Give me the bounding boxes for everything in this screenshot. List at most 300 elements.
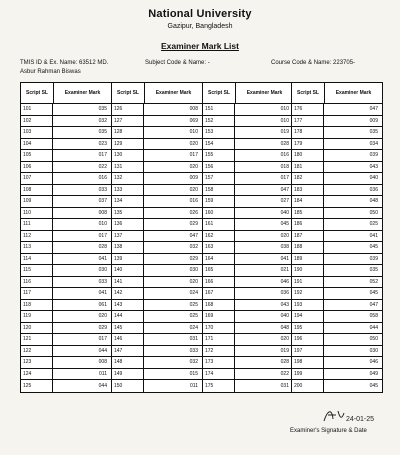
- script-sl-cell: 166: [203, 277, 235, 288]
- examiner-mark-cell: 031: [280, 382, 289, 389]
- examiner-mark-cell: 045: [369, 290, 378, 297]
- table-row: [112, 242, 202, 254]
- examiner-mark-cell: 028: [98, 244, 107, 251]
- table-row: [21, 173, 111, 185]
- table-row: [21, 185, 111, 197]
- examiner-mark-header: Examiner Mark: [155, 90, 192, 96]
- table-row: [112, 185, 202, 197]
- examiner-mark-cell: 033: [98, 278, 107, 285]
- script-sl-cell: 158: [203, 185, 235, 196]
- table-row: [112, 196, 202, 208]
- examiner-mark-cell: 032: [189, 359, 198, 366]
- table-row: [203, 208, 293, 220]
- examiner-mark-cell: 030: [189, 267, 198, 274]
- script-sl-cell: 142: [112, 288, 144, 299]
- script-sl-cell: 112: [21, 231, 53, 242]
- script-sl-cell: 111: [21, 219, 53, 230]
- script-sl-cell: 135: [112, 208, 144, 219]
- examiner-mark-cell: 035: [369, 129, 378, 136]
- script-sl-cell: 127: [112, 116, 144, 127]
- table-row: [21, 219, 111, 231]
- table-row: [203, 334, 293, 346]
- script-sl-cell: 149: [112, 369, 144, 380]
- table-row: [21, 231, 111, 243]
- table-row: [203, 288, 293, 300]
- examiner-mark-cell: 043: [369, 163, 378, 170]
- examiner-mark-cell: 048: [369, 198, 378, 205]
- examiner-mark-cell: 015: [189, 370, 198, 377]
- script-sl-cell: 106: [21, 162, 53, 173]
- table-row: [203, 254, 293, 266]
- table-row: [112, 127, 202, 139]
- table-row: [203, 357, 293, 369]
- script-sl-cell: 116: [21, 277, 53, 288]
- script-sl-cell: 136: [112, 219, 144, 230]
- examiner-mark-cell: 022: [280, 370, 289, 377]
- script-sl-cell: 191: [292, 277, 324, 288]
- table-row: [203, 127, 293, 139]
- table-row: [21, 311, 111, 323]
- script-sl-cell: 137: [112, 231, 144, 242]
- script-sl-cell: 141: [112, 277, 144, 288]
- script-sl-cell: 159: [203, 196, 235, 207]
- script-sl-cell: 139: [112, 254, 144, 265]
- table-row: [112, 104, 202, 116]
- script-sl-cell: 124: [21, 369, 53, 380]
- script-sl-cell: 108: [21, 185, 53, 196]
- examiner-mark-cell: 069: [189, 117, 198, 124]
- script-sl-cell: 115: [21, 265, 53, 276]
- script-sl-cell: 176: [292, 104, 324, 115]
- script-sl-cell: 187: [292, 231, 324, 242]
- script-sl-cell: 156: [203, 162, 235, 173]
- examiner-mark-cell: 047: [369, 106, 378, 113]
- script-sl-cell: 130: [112, 150, 144, 161]
- table-row: [292, 380, 382, 392]
- script-sl-cell: 109: [21, 196, 53, 207]
- table-row: [203, 104, 293, 116]
- examiner-mark-cell: 050: [369, 209, 378, 216]
- table-row: [292, 219, 382, 231]
- script-sl-cell: 190: [292, 265, 324, 276]
- script-sl-cell: 118: [21, 300, 53, 311]
- script-sl-cell: 186: [292, 219, 324, 230]
- table-row: [112, 162, 202, 174]
- script-sl-cell: 170: [203, 323, 235, 334]
- table-row: [203, 196, 293, 208]
- table-header: [21, 83, 111, 104]
- table-row: [21, 277, 111, 289]
- examiner-mark-cell: 019: [280, 129, 289, 136]
- examiner-mark-header: Examiner Mark: [335, 90, 372, 96]
- script-sl-cell: 198: [292, 357, 324, 368]
- table-row: [112, 323, 202, 335]
- examiner-mark-cell: 032: [189, 244, 198, 251]
- script-sl-cell: 195: [292, 323, 324, 334]
- examiner-mark-cell: 016: [280, 152, 289, 159]
- table-row: [21, 139, 111, 151]
- examiner-mark-cell: 028: [280, 359, 289, 366]
- table-row: [292, 346, 382, 358]
- examiner-mark-cell: 040: [280, 209, 289, 216]
- script-sl-cell: 151: [203, 104, 235, 115]
- examiner-mark-cell: 041: [98, 255, 107, 262]
- script-sl-cell: 196: [292, 334, 324, 345]
- table-row: [112, 116, 202, 128]
- script-sl-cell: 199: [292, 369, 324, 380]
- examiner-mark-cell: 031: [189, 336, 198, 343]
- table-row: [21, 357, 111, 369]
- examiner-mark-cell: 027: [280, 198, 289, 205]
- script-sl-cell: 101: [21, 104, 53, 115]
- table-row: [112, 334, 202, 346]
- script-sl-cell: 120: [21, 323, 53, 334]
- examiner-mark-cell: 020: [189, 140, 198, 147]
- examiner-mark-cell: 029: [98, 324, 107, 331]
- script-sl-cell: 105: [21, 150, 53, 161]
- examiner-mark-cell: 020: [280, 336, 289, 343]
- examiner-mark-cell: 024: [189, 324, 198, 331]
- examiner-mark-cell: 017: [98, 336, 107, 343]
- table-row: [112, 346, 202, 358]
- script-sl-cell: 123: [21, 357, 53, 368]
- script-sl-cell: 103: [21, 127, 53, 138]
- table-row: [21, 150, 111, 162]
- examiner-mark-cell: 032: [98, 117, 107, 124]
- script-sl-cell: 145: [112, 323, 144, 334]
- examiner-mark-cell: 035: [98, 129, 107, 136]
- table-row: [203, 185, 293, 197]
- table-row: [21, 265, 111, 277]
- script-sl-cell: 172: [203, 346, 235, 357]
- examiner-mark-cell: 052: [369, 278, 378, 285]
- table-row: [203, 380, 293, 392]
- examiner-mark-cell: 020: [189, 186, 198, 193]
- table-row: [21, 254, 111, 266]
- examiner-mark-cell: 017: [280, 175, 289, 182]
- table-row: [112, 150, 202, 162]
- script-sl-cell: 134: [112, 196, 144, 207]
- examiner-mark-cell: 047: [369, 301, 378, 308]
- table-row: [112, 208, 202, 220]
- script-sl-cell: 104: [21, 139, 53, 150]
- table-row: [292, 162, 382, 174]
- script-sl-cell: 154: [203, 139, 235, 150]
- table-row: [112, 369, 202, 381]
- examiner-mark-cell: 008: [98, 359, 107, 366]
- script-sl-cell: 131: [112, 162, 144, 173]
- script-sl-cell: 168: [203, 300, 235, 311]
- script-sl-cell: 132: [112, 173, 144, 184]
- table-row: [112, 265, 202, 277]
- table-row: [112, 380, 202, 392]
- table-row: [21, 208, 111, 220]
- script-sl-cell: 157: [203, 173, 235, 184]
- table-row: [292, 334, 382, 346]
- table-row: [292, 277, 382, 289]
- examiner-name: Asbur Rahman Biswas: [20, 69, 81, 75]
- mark-table-4: [291, 82, 383, 393]
- examiner-mark-cell: 028: [280, 140, 289, 147]
- course-code: Course Code & Name: 223705-: [271, 60, 356, 66]
- table-row: [112, 277, 202, 289]
- script-sl-cell: 152: [203, 116, 235, 127]
- examiner-mark-cell: 009: [189, 175, 198, 182]
- table-row: [292, 196, 382, 208]
- script-sl-cell: 178: [292, 127, 324, 138]
- examiner-mark-cell: 044: [98, 382, 107, 389]
- table-row: [292, 139, 382, 151]
- examiner-mark-cell: 049: [369, 370, 378, 377]
- script-sl-cell: 144: [112, 311, 144, 322]
- examiner-mark-cell: 061: [98, 301, 107, 308]
- examiner-mark-cell: 010: [280, 117, 289, 124]
- script-sl-cell: 117: [21, 288, 53, 299]
- script-sl-cell: 150: [112, 380, 144, 392]
- script-sl-cell: 173: [203, 357, 235, 368]
- table-row: [21, 346, 111, 358]
- examiner-mark-cell: 046: [369, 359, 378, 366]
- mark-table-3: [202, 82, 294, 393]
- script-sl-cell: 161: [203, 219, 235, 230]
- script-sl-cell: 110: [21, 208, 53, 219]
- table-row: [112, 139, 202, 151]
- examiner-mark-cell: 041: [98, 290, 107, 297]
- examiner-mark-cell: 045: [369, 244, 378, 251]
- examiner-mark-cell: 016: [98, 175, 107, 182]
- table-row: [203, 162, 293, 174]
- examiner-mark-cell: 011: [99, 370, 107, 377]
- examiner-mark-cell: 009: [369, 117, 378, 124]
- script-sl-cell: 114: [21, 254, 53, 265]
- table-row: [292, 254, 382, 266]
- examiner-mark-cell: 017: [98, 152, 107, 159]
- table-row: [21, 300, 111, 312]
- examiner-mark-cell: 038: [280, 244, 289, 251]
- examiner-mark-cell: 043: [280, 301, 289, 308]
- examiner-mark-cell: 034: [369, 140, 378, 147]
- script-sl-cell: 185: [292, 208, 324, 219]
- table-row: [112, 173, 202, 185]
- table-row: [203, 265, 293, 277]
- table-row: [292, 127, 382, 139]
- table-row: [292, 311, 382, 323]
- examiner-mark-cell: 019: [280, 347, 289, 354]
- table-row: [292, 185, 382, 197]
- examiner-mark-cell: 050: [369, 336, 378, 343]
- examiner-mark-cell: 044: [98, 347, 107, 354]
- examiner-mark-cell: 048: [280, 324, 289, 331]
- script-sl-cell: 169: [203, 311, 235, 322]
- examiner-mark-cell: 036: [280, 290, 289, 297]
- examiner-mark-cell: 008: [98, 209, 107, 216]
- table-header: [203, 83, 293, 104]
- table-row: [21, 104, 111, 116]
- examiner-mark-cell: 030: [369, 347, 378, 354]
- examiner-mark-cell: 045: [369, 382, 378, 389]
- script-sl-cell: 125: [21, 380, 53, 392]
- table-row: [112, 219, 202, 231]
- script-sl-header: Script SL: [21, 83, 54, 103]
- examiner-mark-cell: 025: [369, 221, 378, 228]
- table-row: [292, 208, 382, 220]
- examiner-mark-cell: 030: [98, 267, 107, 274]
- table-row: [203, 311, 293, 323]
- examiner-mark-cell: 017: [98, 232, 107, 239]
- script-sl-cell: 189: [292, 254, 324, 265]
- examiner-mark-cell: 020: [189, 163, 198, 170]
- table-row: [203, 173, 293, 185]
- examiner-mark-cell: 035: [369, 267, 378, 274]
- table-row: [203, 219, 293, 231]
- examiner-mark-cell: 047: [280, 186, 289, 193]
- script-sl-cell: 192: [292, 288, 324, 299]
- table-row: [112, 311, 202, 323]
- script-sl-cell: 164: [203, 254, 235, 265]
- script-sl-cell: 147: [112, 346, 144, 357]
- table-row: [112, 357, 202, 369]
- table-row: [21, 380, 111, 392]
- table-row: [21, 162, 111, 174]
- table-row: [203, 369, 293, 381]
- script-sl-cell: 122: [21, 346, 53, 357]
- examiner-mark-cell: 045: [280, 221, 289, 228]
- examiner-mark-cell: 041: [369, 232, 378, 239]
- script-sl-cell: 121: [21, 334, 53, 345]
- script-sl-cell: 146: [112, 334, 144, 345]
- script-sl-header: Script SL: [112, 83, 145, 103]
- script-sl-cell: 140: [112, 265, 144, 276]
- table-row: [21, 334, 111, 346]
- script-sl-cell: 180: [292, 150, 324, 161]
- table-row: [292, 104, 382, 116]
- examiner-mark-cell: 033: [189, 347, 198, 354]
- table-row: [203, 242, 293, 254]
- script-sl-cell: 174: [203, 369, 235, 380]
- script-sl-cell: 177: [292, 116, 324, 127]
- university-location: Gazipur, Bangladesh: [167, 23, 233, 30]
- table-row: [292, 300, 382, 312]
- examiner-mark-header: Examiner Mark: [246, 90, 283, 96]
- examiner-mark-cell: 020: [189, 278, 198, 285]
- examiner-mark-cell: 025: [189, 313, 198, 320]
- script-sl-cell: 133: [112, 185, 144, 196]
- examiner-mark-cell: 029: [189, 255, 198, 262]
- script-sl-cell: 119: [21, 311, 53, 322]
- examiner-mark-cell: 036: [369, 186, 378, 193]
- script-sl-cell: 197: [292, 346, 324, 357]
- examiner-mark-cell: 040: [369, 175, 378, 182]
- table-row: [112, 254, 202, 266]
- examiner-mark-cell: 035: [98, 106, 107, 113]
- examiner-mark-header: Examiner Mark: [64, 90, 101, 96]
- script-sl-cell: 126: [112, 104, 144, 115]
- script-sl-cell: 143: [112, 300, 144, 311]
- script-sl-cell: 107: [21, 173, 53, 184]
- table-row: [21, 242, 111, 254]
- examiner-mark-cell: 029: [189, 221, 198, 228]
- script-sl-cell: 179: [292, 139, 324, 150]
- table-row: [203, 277, 293, 289]
- script-sl-cell: 160: [203, 208, 235, 219]
- examiner-mark-cell: 041: [280, 255, 289, 262]
- script-sl-cell: 183: [292, 185, 324, 196]
- script-sl-cell: 153: [203, 127, 235, 138]
- tmis-id: TMIS ID & Ex. Name: 63512 MD.: [20, 60, 109, 66]
- mark-table-1: [20, 82, 112, 393]
- examiner-mark-cell: 040: [280, 313, 289, 320]
- examiner-mark-cell: 046: [280, 278, 289, 285]
- examiner-signature: [320, 405, 380, 427]
- script-sl-cell: 102: [21, 116, 53, 127]
- table-row: [203, 323, 293, 335]
- examiner-mark-cell: 024: [189, 290, 198, 297]
- table-row: [292, 116, 382, 128]
- script-sl-header: Script SL: [292, 83, 325, 103]
- table-row: [292, 242, 382, 254]
- script-sl-cell: 184: [292, 196, 324, 207]
- script-sl-header: Script SL: [203, 83, 236, 103]
- signature-caption: Examiner's Signature & Date: [290, 428, 367, 434]
- table-row: [292, 265, 382, 277]
- examiner-mark-cell: 026: [189, 209, 198, 216]
- table-row: [292, 323, 382, 335]
- examiner-mark-cell: 039: [369, 152, 378, 159]
- examiner-mark-cell: 033: [98, 186, 107, 193]
- examiner-mark-cell: 023: [98, 140, 107, 147]
- table-row: [292, 231, 382, 243]
- script-sl-cell: 181: [292, 162, 324, 173]
- examiner-mark-cell: 010: [98, 221, 107, 228]
- examiner-mark-cell: 058: [369, 313, 378, 320]
- table-row: [203, 231, 293, 243]
- document-title: Examiner Mark List: [161, 41, 239, 51]
- table-row: [112, 231, 202, 243]
- script-sl-cell: 171: [203, 334, 235, 345]
- table-row: [21, 288, 111, 300]
- table-row: [292, 357, 382, 369]
- table-row: [112, 288, 202, 300]
- signature-date: 24-01-25: [346, 416, 375, 423]
- examiner-mark-cell: 008: [189, 106, 198, 113]
- script-sl-cell: 200: [292, 380, 324, 392]
- table-header: [292, 83, 382, 104]
- university-name: National University: [148, 8, 252, 20]
- table-row: [203, 139, 293, 151]
- script-sl-cell: 155: [203, 150, 235, 161]
- table-row: [203, 346, 293, 358]
- table-row: [21, 323, 111, 335]
- examiner-mark-cell: 047: [189, 232, 198, 239]
- examiner-mark-cell: 039: [369, 255, 378, 262]
- examiner-mark-cell: 022: [98, 163, 107, 170]
- examiner-mark-cell: 020: [280, 232, 289, 239]
- examiner-mark-cell: 011: [190, 382, 198, 389]
- script-sl-cell: 188: [292, 242, 324, 253]
- script-sl-cell: 167: [203, 288, 235, 299]
- table-row: [112, 300, 202, 312]
- script-sl-cell: 175: [203, 380, 235, 392]
- examiner-mark-cell: 037: [98, 198, 107, 205]
- script-sl-cell: 165: [203, 265, 235, 276]
- table-row: [21, 369, 111, 381]
- table-row: [21, 116, 111, 128]
- examiner-mark-cell: 044: [369, 324, 378, 331]
- table-row: [21, 196, 111, 208]
- table-row: [292, 173, 382, 185]
- examiner-mark-cell: 020: [98, 313, 107, 320]
- subject-code: Subject Code & Name: -: [145, 60, 210, 66]
